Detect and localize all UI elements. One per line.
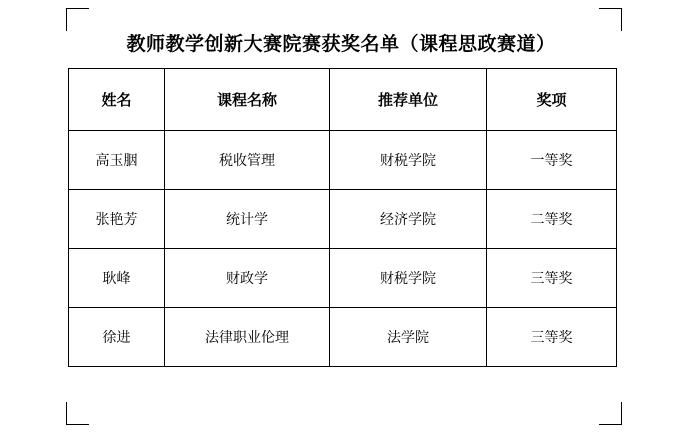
cell-unit: 财税学院	[330, 249, 487, 308]
cell-name: 张艳芳	[69, 190, 165, 249]
table-row	[69, 308, 617, 367]
page-title: 教师教学创新大赛院赛获奖名单（课程思政赛道）	[126, 33, 556, 55]
cell-unit: 财税学院	[330, 131, 487, 190]
column-header-unit: 推荐单位	[330, 69, 487, 131]
award-list-table	[68, 68, 617, 367]
cell-unit: 法学院	[330, 308, 487, 367]
cell-name: 耿峰	[69, 249, 165, 308]
crop-mark-top-left	[66, 8, 89, 31]
cell-name: 徐进	[69, 308, 165, 367]
table-row	[69, 249, 617, 308]
cell-course: 统计学	[165, 190, 330, 249]
cell-award: 三等奖	[487, 249, 617, 308]
column-header-course: 课程名称	[165, 69, 330, 131]
cell-course: 财政学	[165, 249, 330, 308]
column-header-award: 奖项	[487, 69, 617, 131]
cell-course: 税收管理	[165, 131, 330, 190]
table-row	[69, 190, 617, 249]
cell-unit: 经济学院	[330, 190, 487, 249]
crop-mark-bottom-right	[599, 402, 622, 425]
column-header-name: 姓名	[69, 69, 165, 131]
crop-mark-top-right	[599, 8, 622, 31]
table-row	[69, 131, 617, 190]
cell-award: 三等奖	[487, 308, 617, 367]
cell-award: 一等奖	[487, 131, 617, 190]
cell-award: 二等奖	[487, 190, 617, 249]
crop-mark-bottom-left	[66, 402, 89, 425]
cell-course: 法律职业伦理	[165, 308, 330, 367]
table-header-row	[69, 69, 617, 131]
cell-name: 高玉胭	[69, 131, 165, 190]
